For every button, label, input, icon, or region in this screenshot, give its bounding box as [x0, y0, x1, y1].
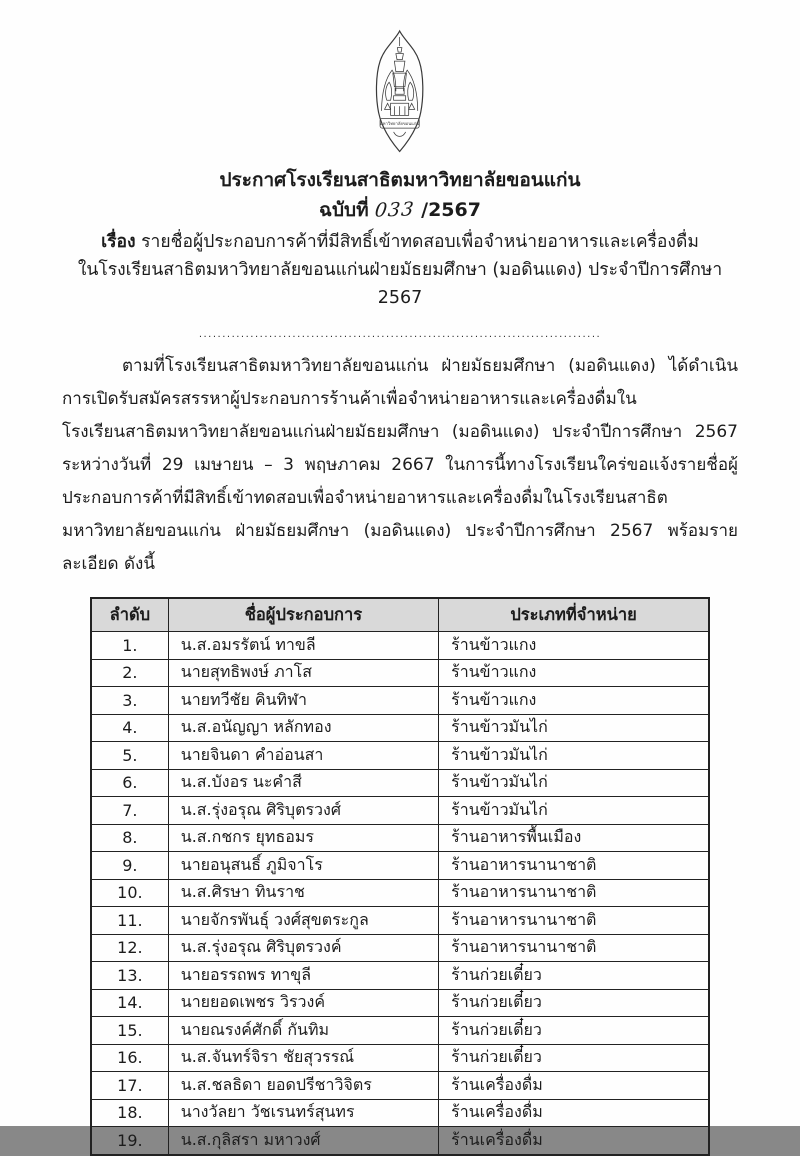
row-order-cell: 4. — [91, 714, 168, 742]
vendor-name-cell: นายสุทธิพงษ์ ภาโส — [168, 659, 438, 687]
row-order-cell: 17. — [91, 1072, 168, 1100]
row-order-cell: 2. — [91, 659, 168, 687]
row-order-cell: 11. — [91, 907, 168, 935]
sale-type-cell: ร้านข้าวแกง — [439, 687, 709, 715]
row-order-cell: 18. — [91, 1099, 168, 1127]
header-row — [91, 598, 709, 632]
issue-suffix: /2567 — [414, 199, 481, 221]
vendor-name-cell: นายทวีชัย คินทิฬา — [168, 687, 438, 715]
header-cell-vendor-name: ชื่อผู้ประกอบการ — [168, 598, 438, 632]
sale-type-cell: ร้านข้าวแกง — [439, 632, 709, 660]
table-row — [91, 934, 709, 962]
subject-text: รายชื่อผู้ประกอบการค้าที่มีสิทธิ์เข้าทดสอบเพื่อจำหน่ายอาหารและเครื่องดื่ม — [135, 232, 699, 252]
logo-caption: มหาวิทยาลัยขอนแก่น — [380, 121, 420, 127]
sale-type-cell: ร้านอาหารพื้นเมือง — [439, 824, 709, 852]
subject-label: เรื่อง — [101, 232, 136, 252]
vendor-name-cell: น.ส.รุ่งอรุณ ศิริบุตรวงค์ — [168, 934, 438, 962]
vendor-name-cell: นายอรรถพร ทาขุลี — [168, 962, 438, 990]
vendor-name-cell: น.ส.บังอร นะคำสี — [168, 769, 438, 797]
sale-type-cell: ร้านข้าวมันไก่ — [439, 742, 709, 770]
row-order-cell: 5. — [91, 742, 168, 770]
table-row — [91, 1017, 709, 1045]
vendor-table-body — [91, 632, 709, 1155]
subject-line2: ในโรงเรียนสาธิตมหาวิทยาลัยขอนแก่นฝ่ายมัธยมศึกษา (มอดินแดง) ประจำปีการศึกษา 2567 — [77, 260, 723, 308]
sale-type-cell: ร้านเครื่องดื่ม — [439, 1072, 709, 1100]
vendor-name-cell: น.ส.รุ่งอรุณ ศิริบุตรวงศ์ — [168, 797, 438, 825]
table-row — [91, 879, 709, 907]
sale-type-cell: ร้านเครื่องดื่ม — [439, 1099, 709, 1127]
table-row — [91, 962, 709, 990]
sale-type-cell: ร้านข้าวมันไก่ — [439, 769, 709, 797]
table-row — [91, 1044, 709, 1072]
subject-line — [62, 228, 738, 256]
vendor-name-cell: นายจักรพันธุ์ วงศ์สุขตระกูล — [168, 907, 438, 935]
issue-number-handwritten: 033 — [374, 198, 416, 222]
table-row — [91, 907, 709, 935]
row-order-cell: 15. — [91, 1017, 168, 1045]
row-order-cell: 1. — [91, 632, 168, 660]
sale-type-cell: ร้านข้าวมันไก่ — [439, 797, 709, 825]
dotted-separator: ...................................................................................... — [198, 329, 602, 340]
table-row — [91, 1072, 709, 1100]
table-row — [91, 1127, 709, 1155]
table-row — [91, 742, 709, 770]
vendor-name-cell: นางวัลยา วัชเรนทร์สุนทร — [168, 1099, 438, 1127]
sale-type-cell: ร้านอาหารนานาชาติ — [439, 852, 709, 880]
vendor-table-header — [91, 598, 709, 632]
issue-number-line — [62, 196, 738, 224]
vendor-name-cell: นายจินดา คำอ่อนสา — [168, 742, 438, 770]
table-row — [91, 632, 709, 660]
sale-type-cell: ร้านข้าวมันไก่ — [439, 714, 709, 742]
vendor-name-cell: น.ส.อมรรัตน์ ทาขลี — [168, 632, 438, 660]
table-row — [91, 687, 709, 715]
row-order-cell: 7. — [91, 797, 168, 825]
header-cell-order: ลำดับ — [91, 598, 168, 632]
vendor-name-cell: น.ส.กุลิสรา มหาวงศ์ — [168, 1127, 438, 1155]
header-cell-sale-type: ประเภทที่จำหน่าย — [439, 598, 709, 632]
row-order-cell: 16. — [91, 1044, 168, 1072]
vendor-name-cell: น.ส.อนัญญา หลักทอง — [168, 714, 438, 742]
vendor-name-cell: นายยอดเพชร วิรวงค์ — [168, 989, 438, 1017]
table-row — [91, 769, 709, 797]
table-row — [91, 797, 709, 825]
sale-type-cell: ร้านอาหารนานาชาติ — [439, 879, 709, 907]
sale-type-cell: ร้านก่วยเตี๋ยว — [439, 962, 709, 990]
sale-type-cell: ร้านเครื่องดื่ม — [439, 1127, 709, 1155]
vendor-name-cell: น.ส.จันทร์จิรา ชัยสุวรรณ์ — [168, 1044, 438, 1072]
row-order-cell: 10. — [91, 879, 168, 907]
vendor-name-cell: นายอนุสนธิ์ ภูมิจาโร — [168, 852, 438, 880]
table-row — [91, 852, 709, 880]
issue-prefix: ฉบับที่ — [319, 199, 376, 221]
row-order-cell: 12. — [91, 934, 168, 962]
vendor-name-cell: นายณรงค์ศักดิ์ กันทิม — [168, 1017, 438, 1045]
table-row — [91, 824, 709, 852]
row-order-cell: 19. — [91, 1127, 168, 1155]
row-order-cell: 14. — [91, 989, 168, 1017]
vendor-name-cell: น.ส.ชลธิดา ยอดปรีชาวิจิตร — [168, 1072, 438, 1100]
table-row — [91, 714, 709, 742]
sale-type-cell: ร้านก่วยเตี๋ยว — [439, 1017, 709, 1045]
vendor-table — [90, 597, 710, 1156]
body-paragraph: ตามที่โรงเรียนสาธิตมหาวิทยาลัยขอนแก่น ฝ่ายมัธยมศึกษา (มอดินแดง) ได้ดำเนินการเปิดรับสมัครสรรหาผู้ประกอบการร้านค้าเพื่อจำหน่ายอาหารและเครื่องดื่มในโรงเรียนสาธิตมหาวิทยาลัยขอนแก่นฝ่ายมัธยมศึกษา (มอดินแดง) ประจำปีการศึกษา 2567 ระหว่างวันที่ 29 เมษายน – 3 พฤษภาคม 2667 ในการนี้ทางโรงเรียนใคร่ขอแจ้งรายชื่อผู้ประกอบการค้าที่มีสิทธิ์เข้าทดสอบเพื่อจำหน่ายอาหารและเครื่องดื่มในโรงเรียนสาธิตมหาวิทยาลัยขอนแก่น ฝ่ายมัธยมศึกษา (มอดินแดง) ประจำปีการศึกษา 2567 พร้อมรายละเอียด ดังนี้ — [62, 356, 738, 574]
table-row — [91, 1099, 709, 1127]
sale-type-cell: ร้านอาหารนานาชาติ — [439, 907, 709, 935]
sale-type-cell: ร้านอาหารนานาชาติ — [439, 934, 709, 962]
sale-type-cell: ร้านข้าวแกง — [439, 659, 709, 687]
sale-type-cell: ร้านก่วยเตี๋ยว — [439, 989, 709, 1017]
row-order-cell: 6. — [91, 769, 168, 797]
row-order-cell: 8. — [91, 824, 168, 852]
kku-emblem-logo — [362, 28, 437, 156]
vendor-name-cell: น.ส.ศิรษา ทินราช — [168, 879, 438, 907]
logo-container — [62, 28, 738, 160]
vendor-name-cell: น.ส.กชกร ยุทธอมร — [168, 824, 438, 852]
table-row — [91, 659, 709, 687]
row-order-cell: 9. — [91, 852, 168, 880]
table-row — [91, 989, 709, 1017]
row-order-cell: 13. — [91, 962, 168, 990]
announcement-title: ประกาศโรงเรียนสาธิตมหาวิทยาลัยขอนแก่น — [219, 169, 581, 191]
sale-type-cell: ร้านก่วยเตี๋ยว — [439, 1044, 709, 1072]
row-order-cell: 3. — [91, 687, 168, 715]
